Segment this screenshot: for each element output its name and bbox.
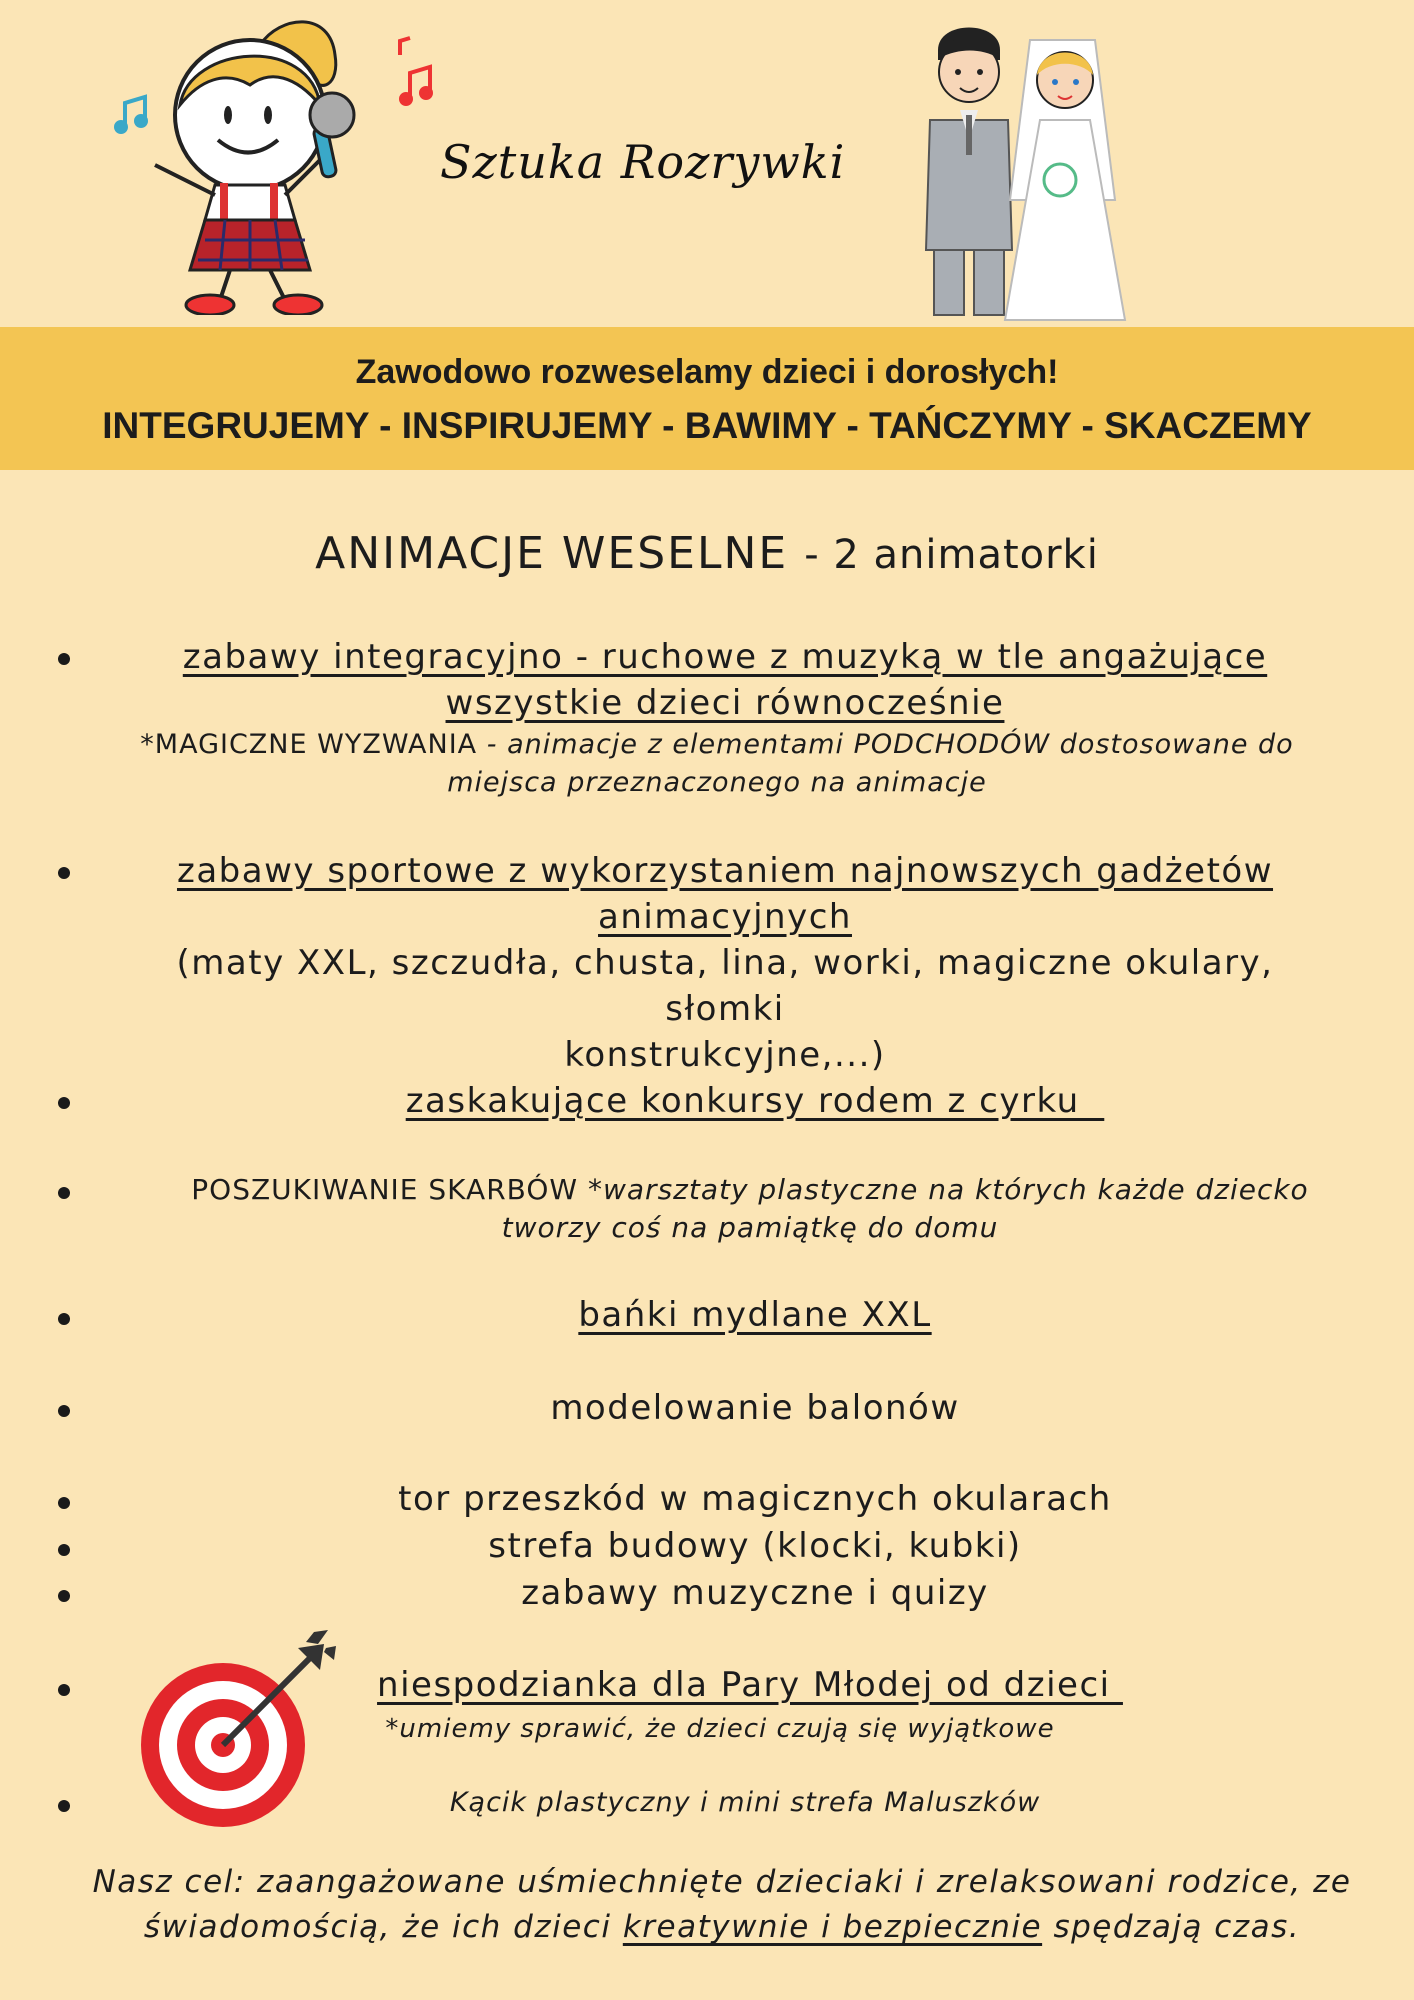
item-text: tor przeszkód w magicznych okularach bbox=[398, 1479, 1112, 1519]
item-heading-line2-wrap bbox=[120, 680, 1330, 726]
list-item bbox=[340, 1662, 1160, 1708]
item-line1-wrap bbox=[110, 1171, 1390, 1209]
list-item bbox=[120, 1078, 1390, 1124]
bullet-icon bbox=[58, 1684, 70, 1696]
bullet-icon bbox=[58, 1497, 70, 1509]
bullet-icon bbox=[58, 867, 70, 879]
wedding-couple-icon bbox=[900, 10, 1140, 330]
item-text: niespodzianka dla Pary Młodej od dzieci bbox=[377, 1665, 1123, 1705]
bullet-icon bbox=[58, 1187, 70, 1199]
footer-emphasis: kreatywnie i bezpiecznie bbox=[622, 1909, 1043, 1945]
item-heading-line1: zabawy integracyjno - ruchowe z muzyką w tle angażujące bbox=[182, 637, 1268, 677]
item-heading-line2-wrap bbox=[120, 894, 1330, 940]
list-item bbox=[120, 1385, 1390, 1431]
brand-name: Sztuka Rozrywki bbox=[440, 135, 846, 189]
list-item bbox=[120, 1292, 1390, 1338]
item-text: zaskakujące konkursy rodem z cyrku bbox=[405, 1081, 1105, 1121]
bullet-icon bbox=[58, 1590, 70, 1602]
item-rest: *warsztaty plastyczne na których każde dziecko bbox=[578, 1173, 1309, 1206]
item-caps: POSZUKIWANIE SKARBÓW bbox=[191, 1173, 579, 1206]
footer-line1: Nasz cel: zaangażowane uśmiechnięte dzieciaki i zrelaksowani rodzice, ze bbox=[92, 1864, 1352, 1900]
page-title bbox=[0, 528, 1414, 579]
item-note-caps: *MAGICZNE WYZWANIA bbox=[140, 729, 478, 760]
list-item bbox=[110, 1171, 1390, 1247]
footer-goal bbox=[30, 1860, 1414, 1950]
banner-slogan: Zawodowo rozweselamy dzieci i dorosłych! bbox=[355, 353, 1059, 391]
item-note bbox=[20, 726, 1414, 802]
item-heading-line2: wszystkie dzieci równocześnie bbox=[445, 683, 1005, 723]
list-item bbox=[120, 1523, 1390, 1569]
list-item bbox=[120, 1570, 1390, 1616]
footer-line2-pre: świadomością, że ich dzieci bbox=[143, 1909, 623, 1945]
list-item: Kącik plastyczny i mini strefa Maluszków bbox=[449, 1787, 1041, 1818]
item-note-rest: - animacje z elementami PODCHODÓW dostosowane do bbox=[477, 729, 1294, 760]
slogan-banner bbox=[0, 327, 1414, 470]
item-text: strefa budowy (klocki, kubki) bbox=[488, 1526, 1022, 1566]
item-text: zabawy muzyczne i quizy bbox=[521, 1573, 989, 1613]
item-note-line2: miejsca przeznaczonego na animacje bbox=[447, 767, 987, 798]
bullet-icon bbox=[58, 1544, 70, 1556]
bullet-icon bbox=[58, 653, 70, 665]
item-heading-line2: animacyjnych bbox=[598, 897, 852, 937]
title-main: ANIMACJE WESELNE bbox=[315, 528, 789, 579]
girl-with-microphone-icon bbox=[110, 15, 440, 315]
footer-line2 bbox=[30, 1905, 1414, 1950]
item-note: *umiemy sprawić, że dzieci czują się wyjątkowe bbox=[385, 1714, 1055, 1744]
bullet-icon bbox=[58, 1097, 70, 1109]
item-detail-line1: (maty XXL, szczudła, chusta, lina, worki, magiczne okulary, słomki bbox=[176, 943, 1274, 1029]
item-text: bańki mydlane XXL bbox=[578, 1295, 932, 1335]
list-item bbox=[120, 1476, 1390, 1522]
item-text: modelowanie balonów bbox=[550, 1388, 960, 1428]
list-item bbox=[120, 848, 1330, 1078]
item-line2: tworzy coś na pamiątkę do domu bbox=[501, 1211, 999, 1244]
item-detail-line2: konstrukcyjne,...) bbox=[564, 1035, 886, 1075]
bullet-icon bbox=[58, 1313, 70, 1325]
banner-keywords: INTEGRUJEMY - INSPIRUJEMY - BAWIMY - TAŃCZYMY - SKACZEMY bbox=[102, 405, 1312, 446]
bullet-icon bbox=[58, 1800, 70, 1812]
footer-line2-post: spędzają czas. bbox=[1042, 1909, 1301, 1945]
item-note-line1-wrap bbox=[20, 726, 1414, 764]
bullet-icon bbox=[58, 1405, 70, 1417]
item-heading-line1: zabawy sportowe z wykorzystaniem najnowszych gadżetów bbox=[176, 851, 1274, 891]
title-sub: - 2 animatorki bbox=[804, 532, 1099, 578]
list-item bbox=[120, 634, 1330, 726]
